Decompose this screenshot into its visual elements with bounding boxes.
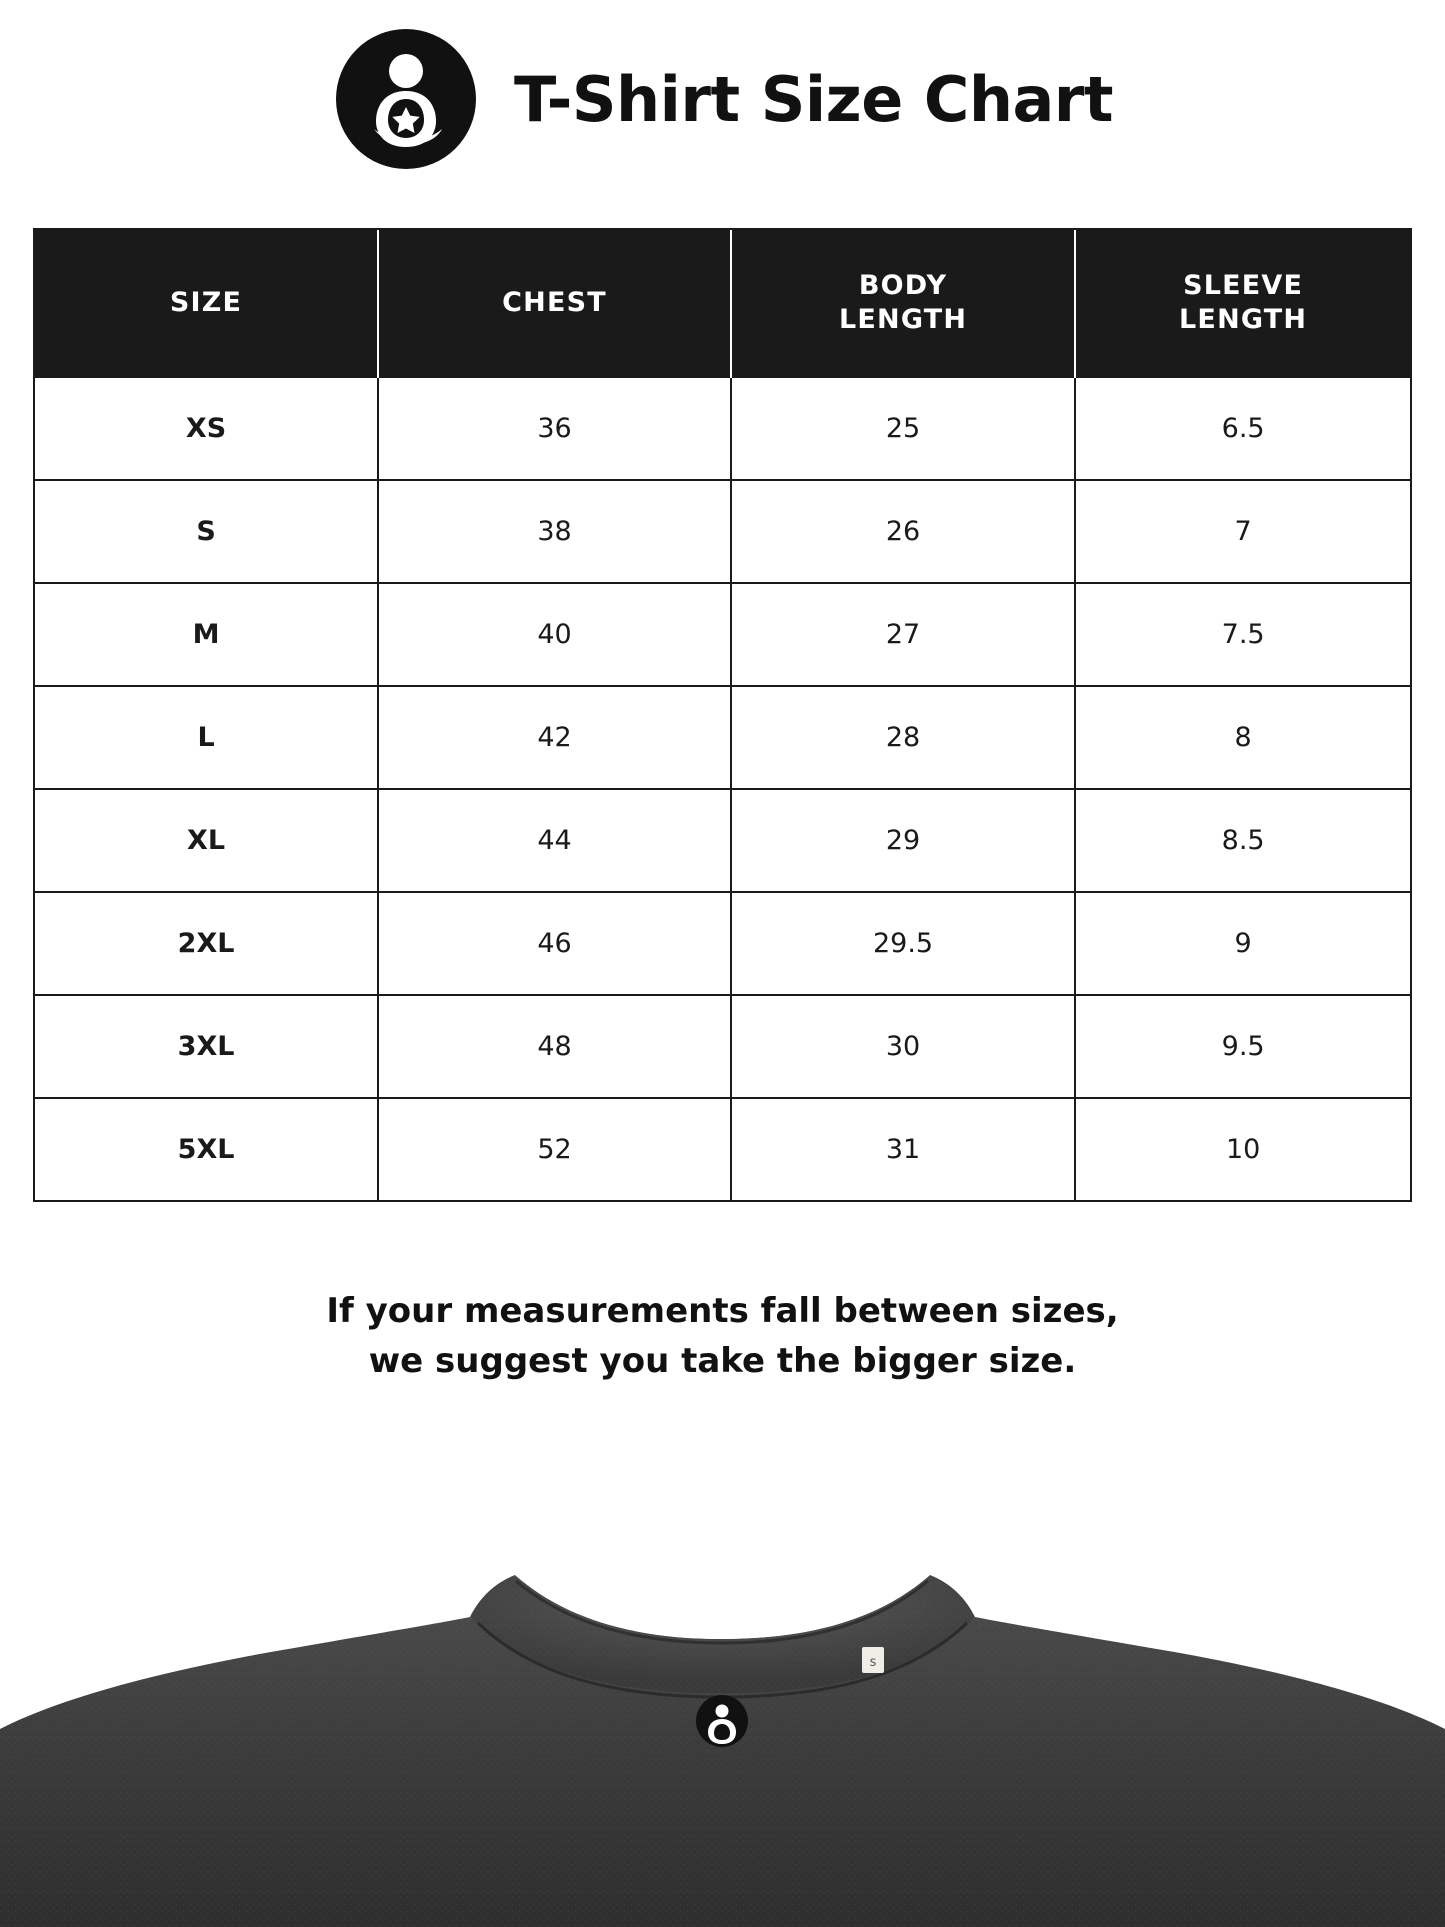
column-header-chest <box>378 230 731 377</box>
cell-sleeve-length: 9.5 <box>1075 995 1410 1098</box>
cell-chest: 40 <box>378 583 731 686</box>
cell-chest: 52 <box>378 1098 731 1200</box>
table-row <box>35 686 1410 789</box>
size-table <box>35 230 1410 1200</box>
table-row <box>35 789 1410 892</box>
cell-body-length: 29.5 <box>731 892 1075 995</box>
column-header-body-length-line2: LENGTH <box>838 304 968 335</box>
cell-sleeve-length: 7 <box>1075 480 1410 583</box>
sizing-note <box>0 1286 1445 1387</box>
cell-chest: 44 <box>378 789 731 892</box>
cell-sleeve-length: 8.5 <box>1075 789 1410 892</box>
cell-chest: 38 <box>378 480 731 583</box>
cell-sleeve-length: 10 <box>1075 1098 1410 1200</box>
cell-size: XL <box>35 789 378 892</box>
page-header <box>0 0 1445 160</box>
cell-size: 2XL <box>35 892 378 995</box>
column-header-sleeve-length-line1: SLEEVE <box>1183 270 1304 302</box>
cell-chest: 36 <box>378 377 731 480</box>
table-body <box>35 377 1410 1200</box>
cell-body-length: 31 <box>731 1098 1075 1200</box>
column-header-size <box>35 230 378 377</box>
table-row <box>35 892 1410 995</box>
table-header <box>35 230 1410 377</box>
column-header-size-label: SIZE <box>169 287 243 319</box>
cell-sleeve-length: 8 <box>1075 686 1410 789</box>
tshirt-photo <box>0 1497 1445 1927</box>
sizing-note-line2: we suggest you take the bigger size. <box>368 1341 1077 1382</box>
table-row <box>35 583 1410 686</box>
svg-text:s: s <box>869 1655 877 1670</box>
cell-body-length: 29 <box>731 789 1075 892</box>
cell-sleeve-length: 6.5 <box>1075 377 1410 480</box>
sizing-note-line1: If your measurements fall between sizes, <box>326 1291 1119 1331</box>
table-row <box>35 480 1410 583</box>
table-row <box>35 1098 1410 1200</box>
cell-chest: 46 <box>378 892 731 995</box>
column-header-body-length-line1: BODY <box>858 270 948 302</box>
table-row <box>35 377 1410 480</box>
cell-body-length: 26 <box>731 480 1075 583</box>
cell-size: XS <box>35 377 378 480</box>
cell-size: 3XL <box>35 995 378 1098</box>
cell-sleeve-length: 9 <box>1075 892 1410 995</box>
brand-figure-logo-icon <box>332 25 480 173</box>
column-header-sleeve-length-line2: LENGTH <box>1179 304 1308 335</box>
neck-label-tag-icon <box>862 1647 884 1673</box>
page-title: T-Shirt Size Chart <box>513 62 1114 136</box>
table-header-row <box>35 230 1410 377</box>
brand-patch-icon <box>696 1695 748 1747</box>
cell-body-length: 28 <box>731 686 1075 789</box>
table-row <box>35 995 1410 1098</box>
cell-size: L <box>35 686 378 789</box>
cell-sleeve-length: 7.5 <box>1075 583 1410 686</box>
cell-size: 5XL <box>35 1098 378 1200</box>
cell-chest: 48 <box>378 995 731 1098</box>
cell-chest: 42 <box>378 686 731 789</box>
cell-body-length: 27 <box>731 583 1075 686</box>
column-header-body-length <box>731 230 1075 377</box>
cell-body-length: 30 <box>731 995 1075 1098</box>
column-header-chest-label: CHEST <box>502 287 607 319</box>
cell-size: M <box>35 583 378 686</box>
column-header-sleeve-length <box>1075 230 1410 377</box>
size-table-container <box>33 228 1412 1202</box>
cell-body-length: 25 <box>731 377 1075 480</box>
cell-size: S <box>35 480 378 583</box>
